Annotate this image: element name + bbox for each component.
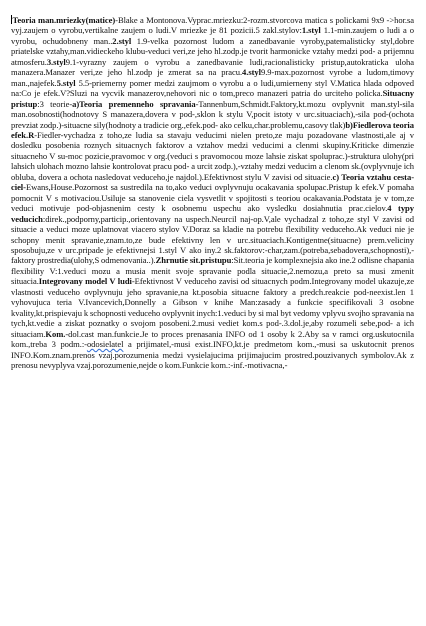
text-run: 1.1-min.zaujem o ludi a o vyrobu, ochudobneny man.. [11,25,414,46]
bold-heading-run: 1.styl [301,25,321,36]
bold-heading-run: a)Teoria premenneho spravania [72,98,196,109]
text-run: 1.9-velka pozornost ludom a zanedbavanie vyroby,patemalisticky styl,dobre priatelske vztahy,man.vidieckeho klubu-veduci veri,ze jeho hl.zodp.je tvorit harmonicke vztahy medzi pod- a prijemnu atmosferu. [11,35,414,67]
bold-heading-run: 5.styl [56,77,76,88]
text-run: -dol.cast man.funkcie.Je to proces prenasania INFO od 1 osoby k 2.Aby sa v ramci org.uskutocnila kom.,treba 3 podm.:- [11,328,414,350]
bold-heading-run: 3.styl [46,56,66,67]
bold-heading-run: b)Fiedlerova teoria efek.R [11,119,414,140]
text-run: -Efektivnost V veduceho zavisi od situacnych podm.Integrovany model ukazuje,ze vlastnosti veduceho ovplyvnuju jeho spravanie,na kt.posobia situacne faktory a predch.reakcie pod-neexist.len 1 vyhovujuca teria V.Ivancevich,Donnelly a Gibson v knihe Man:zasady a funkcie specifikovali 3 osobne kvality,kt.prispievaju k schopnosti veduceho ovplyvnit inych:1.veduci by si mal byt vedomy vplyvu svojho spravania na tych,kt.vedie a ziskat poznatky o svojom posobeni.2.musi vediet kom.s pod-.3.dol.je,aby rozumeli sebe,pod- a ich situaciam. [11,276,414,339]
text-run: -Tannenbum,Schmidt.Faktory,kt.mozu ovplyvnit man.styl-sila man.osobnosti(hodnotovy S manazera,dovera v pod-,sklon k stylu V,pocit istoty v urc.situaciach),-sila pod-(ochota prevziat zodp.)-situacne sily(hodnoty a tradicie org.,efek.pod- ako celku,char.problemu,casovy tlak) [11,98,414,130]
document-body-text[interactable] [11,15,414,370]
bold-heading-run: 4.styl [242,67,261,78]
bold-heading-run: 2.styl [112,35,132,46]
text-run: Ewans,House.Pozornost sa sustredila na to,ako veduci ovplyvnuju ocakavania spolupac.Pristup k efek.V pomaha pomocnit V s motivaciou.Usiluje sa stanovenie ciela vysvetlit v spojitosti s teoriou ocakavania.Podstata je v tom,ze veduci motivuje pod-objasnenim cesty k osobnemu uspechu ako vysledku dosiahnutia prac.cielov. [11,182,414,214]
text-run: 5.5-priemerny pomer medzi zaujmom o vyrobu a o ludi,umierneny styl V.Matica hlada odpoved na:Co je efek.V?Sluzi na vycvik manazerov,nehovori nic o tom,preco manazeri patria do urciteho policka. [11,77,414,99]
text-run: -Blake a Montonova.Vyprac.mriezku:2-rozm.stvorcova matica s polickami 9x9 ->hor.sa vyj.zaujem o vyrobu,vertikalne zaujem o ludi.V mriezke je 81 pozicii.5 zakl.stylov: [11,15,414,36]
text-run: :direk.,podporny,particip.,orientovany na uspech.Neurcil naj-op.V,ale vychadzal z toho,ze styl V zavisi od situacie a veduci moze uplatnovat viacero stylov V.Doraz sa kladie na potrebu flexibility veduceho.Ak veduci nie je schopny menit spravanie,znam.to,ze bude efektivny len v urc.situaciach.Kontigentne(situacne) prem.veliciny sposobuju,ze v urc.pripade je efektivnejsi 1.styl V ako iny.2 sk.faktorov:-char,zam.(potreba,sebadovera,schopnosti),-faktory prostredia(ulohy,S odmenovania..). [11,213,414,266]
text-run: a prijimatel,-musi exist.INFO,kt.je predmetom kom.,-musi sa uskutocnit prenos INFO.Kom.znam.prenos vzaj.porozumenia medzi vysielajucima prijimajucim prostred.pouzivanych symbolov.Ak z prenosu nevyplyva vzaj.porozumenie,nejde o kom.Funkcie kom.:-inf.-motivacna,- [11,339,414,370]
bold-heading-run: 4 typy veducich [11,203,414,224]
bold-heading-run: c) Teoria vztahu cesta-ciel- [11,171,414,193]
text-run: :3 teorie- [37,98,73,109]
text-run: 9.9-max.pozornost vyrobe a ludom,timovy man.,najefek. [11,67,415,88]
bold-heading-run: Integrovany model V ludi [38,276,132,287]
bold-heading-run: Teoria man.mriezky(matice) [12,15,116,25]
bold-heading-run: Zhrnutie sit.pristupu [155,255,232,266]
text-run: :Sit.teoria je komplexnejsia ako ine.2 odlisne chapania flexibility V:1.veduci mozu a musia menit svoje spravanie podla situacie,2.nemozu,a preto sa musi zmenit situacia. [11,255,414,287]
spellcheck-flagged-word: odosielatel [86,339,124,350]
text-run: 9.1-vyrazny zaujem o vyrobu a zanedbavanie ludi,racionalisticky pristup,autokraticka uloha manazera.Manazer veri,ze jeho hl.zodp je zmerat sa na pracu. [11,56,414,78]
text-run: -Fiedler-vychadza z toho,ze ludia sa stavaju veducimi nielen preto,ze maju pozadovane vlastnosti,ale aj v dosledku posobenia roznych situacnych faktorov a vztahov medzi veducimi a clenmi skupiny.Kriticke dimenzie situacneho V su-moc pozicie,pravomoc v org.(veduci s pravomocou moze lahsie ziskat spoluprac.)-struktura ulohy(pri lahsich ulohach mozno lahsie kontrolovat pracu pod- a urcit zodp.),-vztahy medzi veducim a clenom sk.(ovplyvnuje ich obluba, dovera a ochota nasledovat veduceho,je najdol.).Efektivnost stylu V zavisi od situacie. [11,129,414,182]
bold-heading-run: Situacny pristup [11,88,414,109]
bold-heading-run: Kom. [45,328,66,339]
